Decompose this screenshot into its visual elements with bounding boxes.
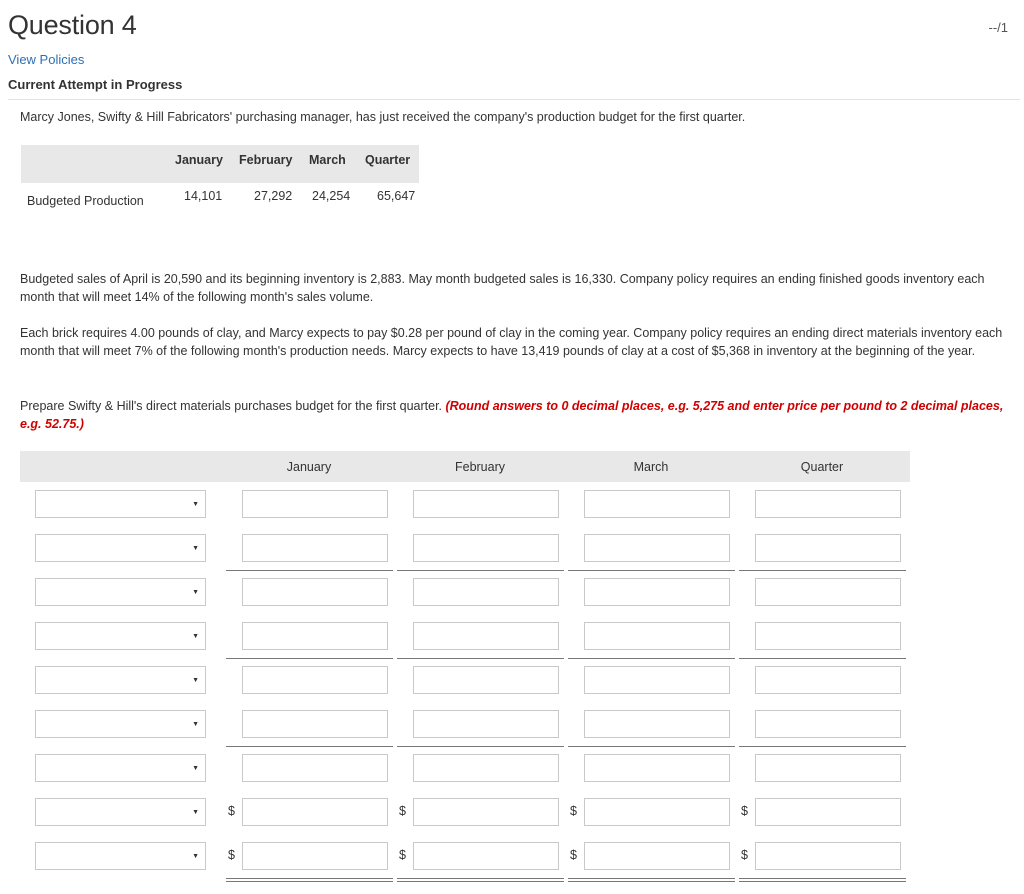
production-value-february: 27,292: [254, 189, 293, 203]
grid-header-january: January: [286, 460, 332, 474]
dollar-sign: $: [741, 848, 748, 862]
row-7-february-input[interactable]: [413, 754, 559, 782]
total-double-underline: [568, 881, 735, 882]
production-header-february: February: [239, 153, 293, 167]
dollar-sign: $: [228, 804, 235, 818]
grid-header-quarter: Quarter: [800, 460, 844, 474]
row-6-label-select[interactable]: [35, 710, 206, 738]
row-2-february-input[interactable]: [413, 534, 559, 562]
subtotal-underline: [226, 658, 393, 659]
dollar-sign: $: [741, 804, 748, 818]
row-9-quarter-input[interactable]: [755, 842, 901, 870]
row-3-february-input[interactable]: [413, 578, 559, 606]
row-7-quarter-input[interactable]: [755, 754, 901, 782]
row-2-quarter-input[interactable]: [755, 534, 901, 562]
production-value-march: 24,254: [312, 189, 351, 203]
row-3-quarter-input[interactable]: [755, 578, 901, 606]
subtotal-underline: [568, 570, 735, 571]
row-8-march-input[interactable]: [584, 798, 730, 826]
header-divider: [8, 99, 1020, 100]
question-title: Question 4: [8, 10, 137, 40]
instruction-main: Prepare Swifty & Hill's direct materials purchases budget for the first quarter.: [20, 399, 446, 413]
grid-header-february: February: [454, 460, 506, 474]
row-3-label-select[interactable]: [35, 578, 206, 606]
row-4-january-input[interactable]: [242, 622, 388, 650]
total-double-underline: [568, 878, 735, 879]
production-value-quarter: 65,647: [377, 189, 416, 203]
subtotal-underline: [739, 658, 906, 659]
subtotal-underline: [739, 746, 906, 747]
subtotal-underline: [226, 746, 393, 747]
intro-text: Marcy Jones, Swifty & Hill Fabricators' purchasing manager, has just received the company's production budget for the first quarter.: [20, 110, 746, 124]
total-double-underline: [739, 881, 906, 882]
row-2-march-input[interactable]: [584, 534, 730, 562]
row-4-label-select[interactable]: [35, 622, 206, 650]
production-value-january: 14,101: [184, 189, 223, 203]
row-4-quarter-input[interactable]: [755, 622, 901, 650]
total-double-underline: [226, 881, 393, 882]
dollar-sign: $: [570, 848, 577, 862]
row-8-january-input[interactable]: [242, 798, 388, 826]
dropdown-arrow-icon: ▼: [192, 501, 199, 508]
row-3-january-input[interactable]: [242, 578, 388, 606]
row-5-quarter-input[interactable]: [755, 666, 901, 694]
total-double-underline: [397, 878, 564, 879]
row-7-january-input[interactable]: [242, 754, 388, 782]
row-2-label-select[interactable]: [35, 534, 206, 562]
row-6-february-input[interactable]: [413, 710, 559, 738]
subtotal-underline: [739, 570, 906, 571]
production-header-january: January: [175, 153, 223, 167]
dropdown-arrow-icon: ▼: [192, 589, 199, 596]
row-1-january-input[interactable]: [242, 490, 388, 518]
row-9-february-input[interactable]: [413, 842, 559, 870]
row-8-quarter-input[interactable]: [755, 798, 901, 826]
score-display: --/1: [988, 20, 1008, 35]
row-1-quarter-input[interactable]: [755, 490, 901, 518]
row-1-label-select[interactable]: [35, 490, 206, 518]
dropdown-arrow-icon: ▼: [192, 633, 199, 640]
total-double-underline: [226, 878, 393, 879]
dropdown-arrow-icon: ▼: [192, 853, 199, 860]
view-policies-link[interactable]: View Policies: [8, 52, 85, 67]
dollar-sign: $: [228, 848, 235, 862]
instruction-text: [20, 397, 1010, 433]
row-5-march-input[interactable]: [584, 666, 730, 694]
dollar-sign: $: [570, 804, 577, 818]
subtotal-underline: [397, 658, 564, 659]
row-9-label-select[interactable]: [35, 842, 206, 870]
dropdown-arrow-icon: ▼: [192, 545, 199, 552]
row-4-february-input[interactable]: [413, 622, 559, 650]
dropdown-arrow-icon: ▼: [192, 765, 199, 772]
row-4-march-input[interactable]: [584, 622, 730, 650]
row-8-label-select[interactable]: [35, 798, 206, 826]
subtotal-underline: [568, 658, 735, 659]
rounding-note: (Round answers to 0 decimal places, e.g. 5,275 and enter price per pound to 2 decimal places, e.g. 52.75.): [20, 399, 1004, 431]
clay-info-text: Each brick requires 4.00 pounds of clay, and Marcy expects to pay $0.28 per pound of clay in the coming year. Company policy requires an ending direct materials inventory each month that will meet 7% of the following month's production needs. Marcy expects to have 13,419 pounds of clay at a cost of $5,368 in inventory at the beginning of the year.: [20, 326, 1003, 358]
dollar-sign: $: [399, 804, 406, 818]
sales-info-text: Budgeted sales of April is 20,590 and its beginning inventory is 2,883. May month budgeted sales is 16,330. Company policy requires an ending finished goods inventory each month that will meet 14% of the following month's sales volume.: [20, 272, 985, 304]
row-5-label-select[interactable]: [35, 666, 206, 694]
row-1-march-input[interactable]: [584, 490, 730, 518]
dropdown-arrow-icon: ▼: [192, 721, 199, 728]
production-header-march: March: [309, 153, 346, 167]
row-2-january-input[interactable]: [242, 534, 388, 562]
row-9-january-input[interactable]: [242, 842, 388, 870]
production-header-quarter: Quarter: [365, 153, 411, 167]
row-1-february-input[interactable]: [413, 490, 559, 518]
dropdown-arrow-icon: ▼: [192, 809, 199, 816]
total-double-underline: [739, 878, 906, 879]
row-6-march-input[interactable]: [584, 710, 730, 738]
attempt-status: Current Attempt in Progress: [8, 77, 183, 92]
dollar-sign: $: [399, 848, 406, 862]
subtotal-underline: [568, 746, 735, 747]
subtotal-underline: [397, 746, 564, 747]
row-3-march-input[interactable]: [584, 578, 730, 606]
subtotal-underline: [397, 570, 564, 571]
row-9-march-input[interactable]: [584, 842, 730, 870]
subtotal-underline: [226, 570, 393, 571]
production-row-label: Budgeted Production: [27, 194, 144, 208]
row-5-february-input[interactable]: [413, 666, 559, 694]
row-7-march-input[interactable]: [584, 754, 730, 782]
row-6-january-input[interactable]: [242, 710, 388, 738]
dropdown-arrow-icon: ▼: [192, 677, 199, 684]
row-6-quarter-input[interactable]: [755, 710, 901, 738]
row-5-january-input[interactable]: [242, 666, 388, 694]
row-8-february-input[interactable]: [413, 798, 559, 826]
row-7-label-select[interactable]: [35, 754, 206, 782]
grid-header-march: March: [633, 460, 669, 474]
total-double-underline: [397, 881, 564, 882]
